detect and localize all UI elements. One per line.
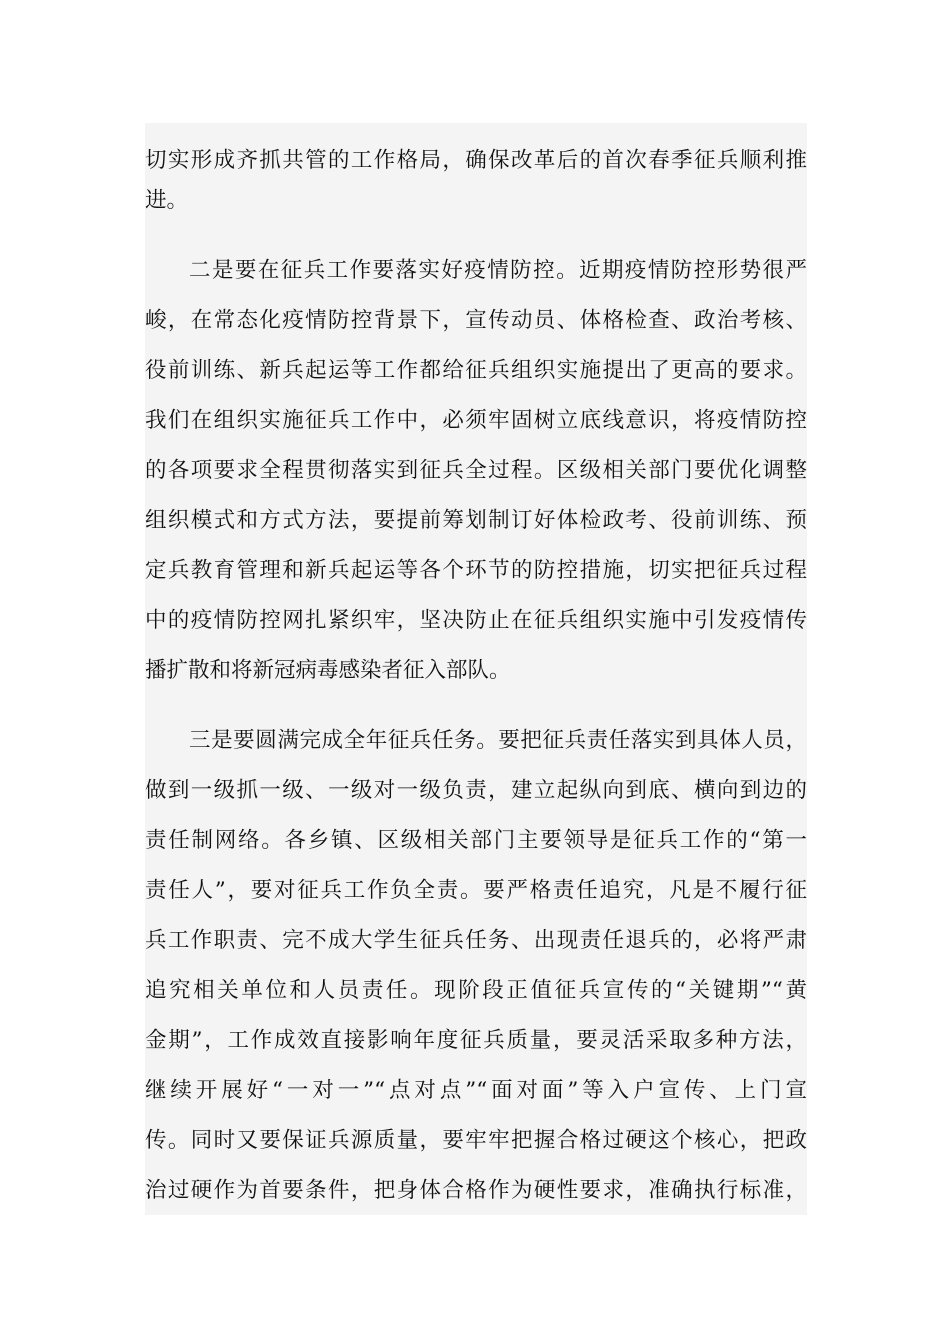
paragraph-2-line-1: 做到一级抓一级、一级对一级负责，建立起纵向到底、横向到边的 bbox=[145, 778, 807, 803]
paragraph-0-line-0: 切实形成齐抓共管的工作格局，确保改革后的首次春季征兵顺利推 bbox=[145, 148, 807, 173]
document-page bbox=[145, 123, 807, 1215]
paragraph-2-line-2: 责任制网络。各乡镇、区级相关部门主要领导是征兵工作的“第一 bbox=[145, 828, 807, 853]
paragraph-2-line-0: 三是要圆满完成全年征兵任务。要把征兵责任落实到具体人员， bbox=[189, 728, 807, 753]
paragraph-1-line-4: 的各项要求全程贯彻落实到征兵全过程。区级相关部门要优化调整 bbox=[145, 458, 807, 483]
paragraph-2-line-6: 金期”，工作成效直接影响年度征兵质量，要灵活采取多种方法， bbox=[145, 1028, 807, 1053]
paragraph-1-line-2: 役前训练、新兵起运等工作都给征兵组织实施提出了更高的要求。 bbox=[145, 358, 807, 383]
paragraph-1-line-1: 峻，在常态化疫情防控背景下，宣传动员、体格检查、政治考核、 bbox=[145, 308, 807, 333]
paragraph-2-line-8: 传。同时又要保证兵源质量，要牢牢把握合格过硬这个核心，把政 bbox=[145, 1128, 807, 1153]
paragraph-1-line-0: 二是要在征兵工作要落实好疫情防控。近期疫情防控形势很严 bbox=[189, 258, 807, 283]
paragraph-2-line-5: 追究相关单位和人员责任。现阶段正值征兵宣传的“关键期”“黄 bbox=[145, 978, 807, 1003]
paragraph-1-line-5: 组织模式和方式方法，要提前筹划制订好体检政考、役前训练、预 bbox=[145, 508, 807, 533]
paragraph-2-line-3: 责任人”，要对征兵工作负全责。要严格责任追究，凡是不履行征 bbox=[145, 878, 807, 903]
paragraph-1-line-3: 我们在组织实施征兵工作中，必须牢固树立底线意识，将疫情防控 bbox=[145, 408, 807, 433]
paragraph-0-line-1: 进。 bbox=[145, 188, 189, 213]
paragraph-2-line-4: 兵工作职责、完不成大学生征兵任务、出现责任退兵的，必将严肃 bbox=[145, 928, 807, 953]
paragraph-1-line-8: 播扩散和将新冠病毒感染者征入部队。 bbox=[145, 658, 511, 683]
paragraph-1-line-7: 中的疫情防控网扎紧织牢，坚决防止在征兵组织实施中引发疫情传 bbox=[145, 608, 807, 633]
paragraph-1-line-6: 定兵教育管理和新兵起运等各个环节的防控措施，切实把征兵过程 bbox=[145, 558, 807, 583]
paragraph-2-line-9: 治过硬作为首要条件，把身体合格作为硬性要求，准确执行标准， bbox=[145, 1178, 807, 1203]
paragraph-2-line-7: 继续开展好“一对一”“点对点”“面对面”等入户宣传、上门宣 bbox=[145, 1078, 807, 1103]
